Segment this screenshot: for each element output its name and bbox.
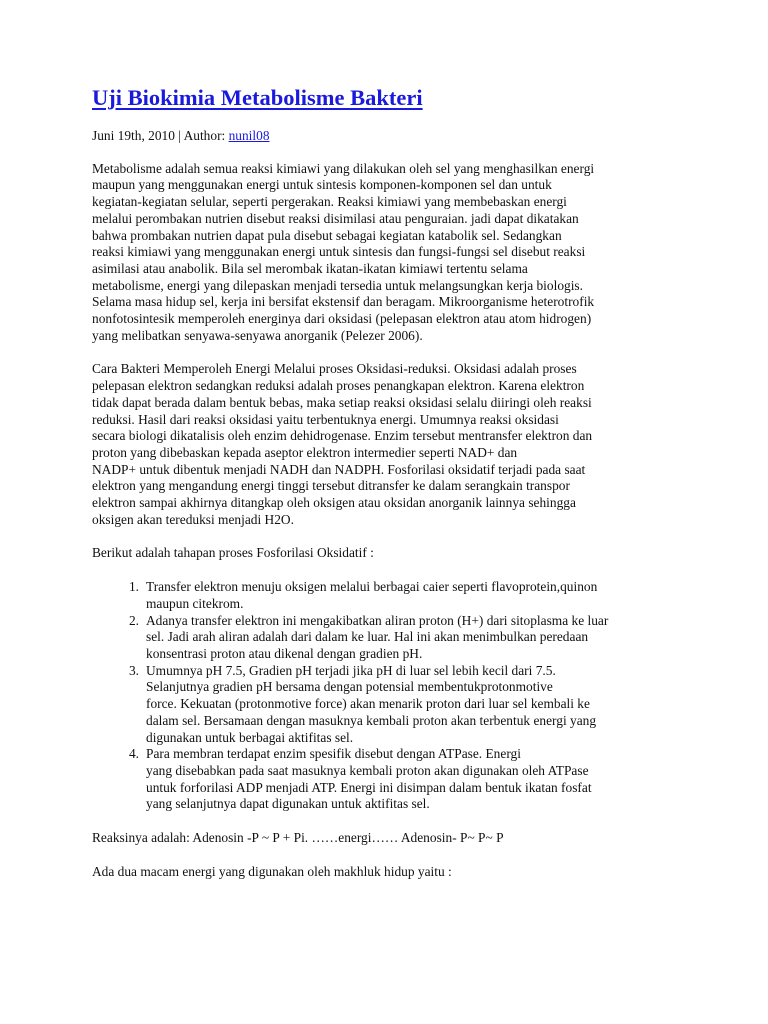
list-item — [92, 579, 692, 612]
list-item — [92, 663, 692, 747]
text-line: Transfer elektron menuju oksigen melalui berbagai caier seperti flavoprotein,quinon — [146, 579, 598, 595]
text-line: metabolisme, energi yang dilepaskan menjadi tersedia untuk melangsungkan kerja biologis. — [92, 277, 583, 293]
article — [92, 84, 692, 897]
text-line: secara biologi dikatalisis oleh enzim dehidrogenase. Enzim tersebut mentransfer elektron dan — [92, 428, 593, 444]
article-meta — [92, 128, 692, 145]
text-line: yang disebabkan pada saat masuknya kembali proton akan digunakan oleh ATPase — [146, 762, 589, 778]
paragraph-metabolisme — [92, 161, 692, 345]
text-line: digunakan untuk berbagai aktifitas sel. — [146, 729, 354, 745]
text-line: Adanya transfer elektron ini mengakibatkan aliran proton (H+) dari sitoplasma ke luar — [146, 612, 609, 628]
text-line: nonfotosintesik memperoleh energinya dari oksidasi (pelepasan elektron atau atom hidrogen) — [92, 311, 592, 327]
text-line: kegiatan-kegiatan selular, seperti pergerakan. Reaksi kimiawi yang membebaskan energi — [92, 194, 567, 210]
text-line: elektron sampai akhirnya ditangkap oleh oksigen atau oksidan anorganik lainnya sehingga — [92, 495, 576, 511]
list-number: 1. — [128, 579, 139, 595]
text-line: dalam sel. Bersamaan dengan masuknya kembali proton akan terbentuk energi yang — [146, 712, 597, 728]
text-line: maupun yang menggunakan energi untuk sintesis komponen-komponen sel dan untuk — [92, 177, 552, 193]
text-line: force. Kekuatan (protonmotive force) akan menarik proton dari luar sel kembali ke — [146, 696, 590, 712]
text-line: reaksi kimiawi yang menggunakan energi untuk sintesis dan fungsi-fungsi sel disebut reaksi — [92, 244, 586, 260]
text-line: Selanjutnya gradien pH bersama dengan potensial membentukprotonmotive — [146, 679, 553, 695]
text-line: Umumnya pH 7.5, Gradien pH terjadi jika pH di luar sel lebih kecil dari 7.5. — [146, 662, 556, 678]
list-number: 2. — [128, 612, 139, 628]
list-item-text — [146, 663, 692, 747]
text-line: pelepasan elektron sedangkan reduksi adalah proses penangkapan elektron. Karena elektron — [92, 378, 585, 394]
text-line: Reaksinya adalah: Adenosin -P ~ P + Pi. ……energi…… Adenosin- P~ P~ P — [92, 830, 504, 846]
text-line: proton yang dibebaskan kepada aseptor elektron intermedier seperti NAD+ dan — [92, 444, 518, 460]
text-line: maupun citekrom. — [146, 595, 244, 611]
text-line: bahwa prombakan nutrien dapat pula disebut sebagai kegiatan katabolik sel. Sedangkan — [92, 227, 562, 243]
text-line: reduksi. Hasil dari reaksi oksidasi yaitu terbentuknya energi. Umumnya reaksi oksidasi — [92, 411, 559, 427]
list-number: 4. — [128, 746, 139, 762]
text-line: yang selanjutnya dapat digunakan untuk aktifitas sel. — [146, 796, 430, 812]
list-item-text — [146, 579, 692, 612]
text-line: Selama masa hidup sel, kerja ini bersifat ekstensif dan beragam. Mikroorganisme heterotrofik — [92, 294, 595, 310]
text-line: untuk forforilasi ADP menjadi ATP. Energi ini disimpan dalam bentuk ikatan fosfat — [146, 779, 592, 795]
text-line: NADP+ untuk dibentuk menjadi NADH dan NADPH. Fosforilasi oksidatif terjadi pada saat — [92, 461, 586, 477]
text-line: tidak dapat berada dalam bentuk bebas, maka setiap reaksi oksidasi selalu diiringi oleh reaksi — [92, 394, 592, 410]
text-line: Berikut adalah tahapan proses Fosforilasi Oksidatif : — [92, 545, 374, 561]
text-line: Metabolisme adalah semua reaksi kimiawi yang dilakukan oleh sel yang menghasilkan energi — [92, 160, 595, 176]
text-line: elektron yang mengandung energi tinggi tersebut ditransfer ke dalam serangkain transpor — [92, 478, 570, 494]
author-link[interactable]: nunil08 — [228, 128, 270, 143]
text-line: Para membran terdapat enzim spesifik disebut dengan ATPase. Energi — [146, 746, 521, 762]
steps-list — [92, 579, 692, 813]
text-line: yang melibatkan senyawa-senyawa anorganik (Pelezer 2006). — [92, 327, 423, 343]
reaction-line — [92, 830, 692, 847]
list-item-text — [146, 746, 692, 813]
text-line: sel. Jadi arah aliran adalah dari dalam ke luar. Hal ini akan menimbulkan peredaan — [146, 629, 589, 645]
text-line: asimilasi atau anabolik. Bila sel merombak ikatan-ikatan kimiawi tertentu selama — [92, 260, 528, 276]
article-title[interactable]: Uji Biokimia Metabolisme Bakteri — [92, 85, 423, 110]
text-line: oksigen akan tereduksi menjadi H2O. — [92, 511, 294, 527]
list-item — [92, 746, 692, 813]
paragraph-intro-steps — [92, 545, 692, 562]
list-item — [92, 613, 692, 663]
list-number: 3. — [128, 662, 139, 678]
text-line: Ada dua macam energi yang digunakan oleh makhluk hidup yaitu : — [92, 863, 452, 879]
text-line: Cara Bakteri Memperoleh Energi Melalui proses Oksidasi-reduksi. Oksidasi adalah proses — [92, 361, 577, 377]
closing-line — [92, 864, 692, 881]
text-line: melalui perombakan nutrien disebut reaksi disimilasi atau penguraian. jadi dapat dikatakan — [92, 210, 579, 226]
meta-date: Juni 19th, 2010 | Author: — [92, 128, 229, 143]
list-item-text — [146, 613, 692, 663]
text-line: konsentrasi proton atau dikenal dengan gradien pH. — [146, 645, 423, 661]
paragraph-oksidasi-reduksi — [92, 361, 692, 528]
